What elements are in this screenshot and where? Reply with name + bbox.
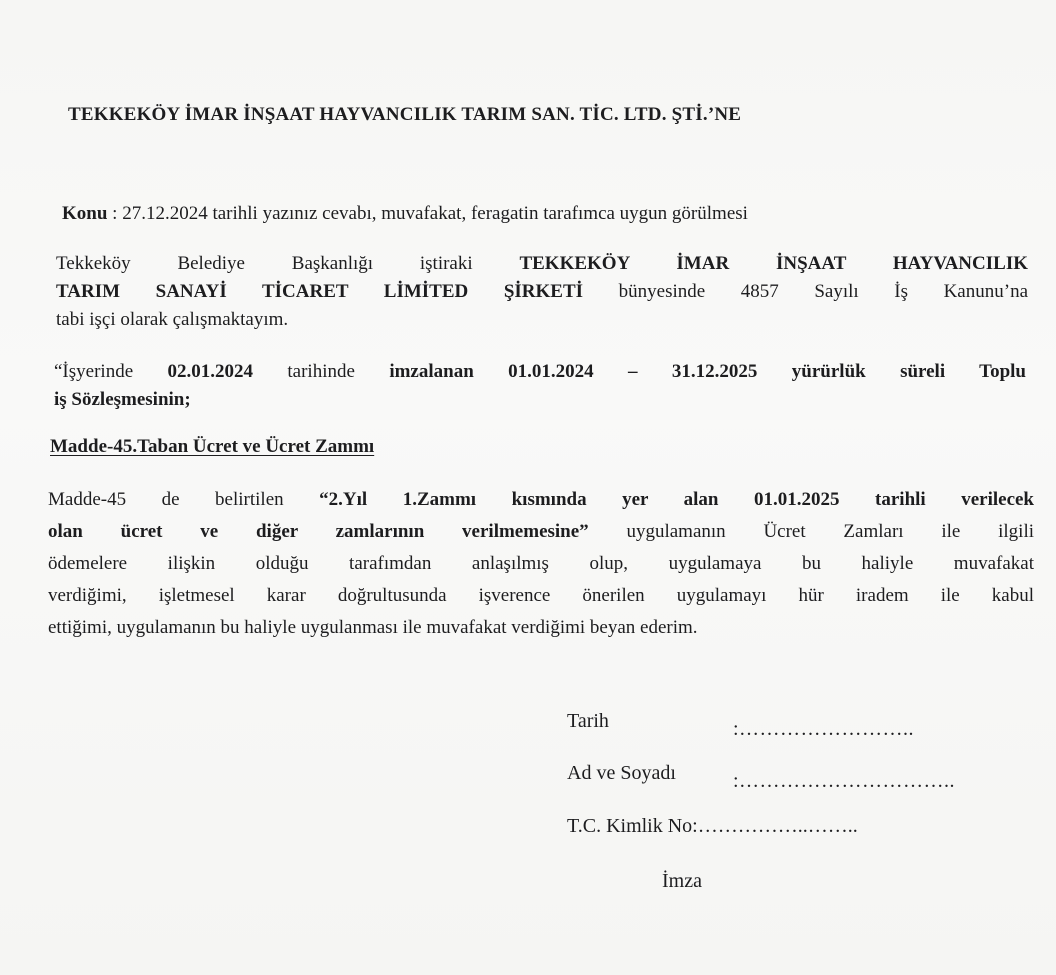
paragraph-line: ödemelere ilişkin olduğu tarafımdan anlaşılmış olup, uygulamaya bu haliyle muvafakat xyxy=(48,553,1034,574)
employment-paragraph xyxy=(56,250,1028,334)
paragraph-line xyxy=(54,358,1026,386)
paragraph-line xyxy=(56,250,1028,278)
id-number-field: T.C. Kimlik No:……………..…….. xyxy=(567,815,858,837)
paragraph-line: verdiğimi, işletmesel karar doğrultusunda işverence önerilen uygulamayı hür iradem ile kabul xyxy=(48,585,1034,606)
quoted-clause-bold: olan ücret ve diğer zamlarının verilmemesine” xyxy=(48,521,589,542)
signature-label: İmza xyxy=(662,870,702,892)
paragraph-line xyxy=(54,386,1026,414)
subject-text: : 27.12.2024 tarihli yazınız cevabı, muvafakat, feragatin tarafımca uygun görülmesi xyxy=(112,203,748,224)
addressee-heading: TEKKEKÖY İMAR İNŞAAT HAYVANCILIK TARIM SAN. TİC. LTD. ŞTİ.’NE xyxy=(68,104,742,125)
agreement-name-bold: iş Sözleşmesinin; xyxy=(54,389,191,410)
consent-paragraph xyxy=(48,484,1034,644)
paragraph-line xyxy=(48,516,1034,548)
paragraph-line xyxy=(48,484,1034,516)
paragraph-text: tarihinde xyxy=(253,361,390,382)
paragraph-line xyxy=(56,278,1028,306)
quoted-clause-bold: “2.Yıl 1.Zammı kısmında yer alan 01.01.2025 tarihli verilecek xyxy=(319,489,1035,510)
date-label: Tarih xyxy=(567,710,609,732)
paragraph-text: “İşyerinde xyxy=(54,361,168,382)
name-label: Ad ve Soyadı xyxy=(567,762,676,784)
article-heading: Madde-45.Taban Ücret ve Ücret Zammı xyxy=(50,436,375,457)
paragraph-text: uygulamanın Ücret Zamları ile ilgili xyxy=(588,521,1035,542)
date-field-dots: :…………………….. xyxy=(733,718,915,740)
paragraph-text: bünyesinde 4857 Sayılı İş Kanunu’na xyxy=(583,281,1029,302)
agreement-paragraph xyxy=(54,358,1026,414)
paragraph-line: ettiğimi, uygulamanın bu haliyle uygulanması ile muvafakat verdiğimi beyan ederim. xyxy=(48,617,698,638)
agreement-period-bold: imzalanan 01.01.2024 – 31.12.2025 yürürlük süreli Toplu xyxy=(389,361,1026,382)
company-name-bold: TARIM SANAYİ TİCARET LİMİTED ŞİRKETİ xyxy=(56,281,584,302)
name-field-dots: :………………………….. xyxy=(733,770,956,792)
company-name-bold: TEKKEKÖY İMAR İNŞAAT HAYVANCILIK xyxy=(519,253,1028,274)
subject-label: Konu xyxy=(62,203,108,224)
signing-date-bold: 02.01.2024 xyxy=(167,361,254,382)
paragraph-text: Tekkeköy Belediye Başkanlığı iştiraki xyxy=(56,253,520,274)
subject-line xyxy=(62,203,748,225)
paragraph-text: Madde-45 de belirtilen xyxy=(48,489,320,510)
paragraph-line: tabi işçi olarak çalışmaktayım. xyxy=(56,309,289,330)
